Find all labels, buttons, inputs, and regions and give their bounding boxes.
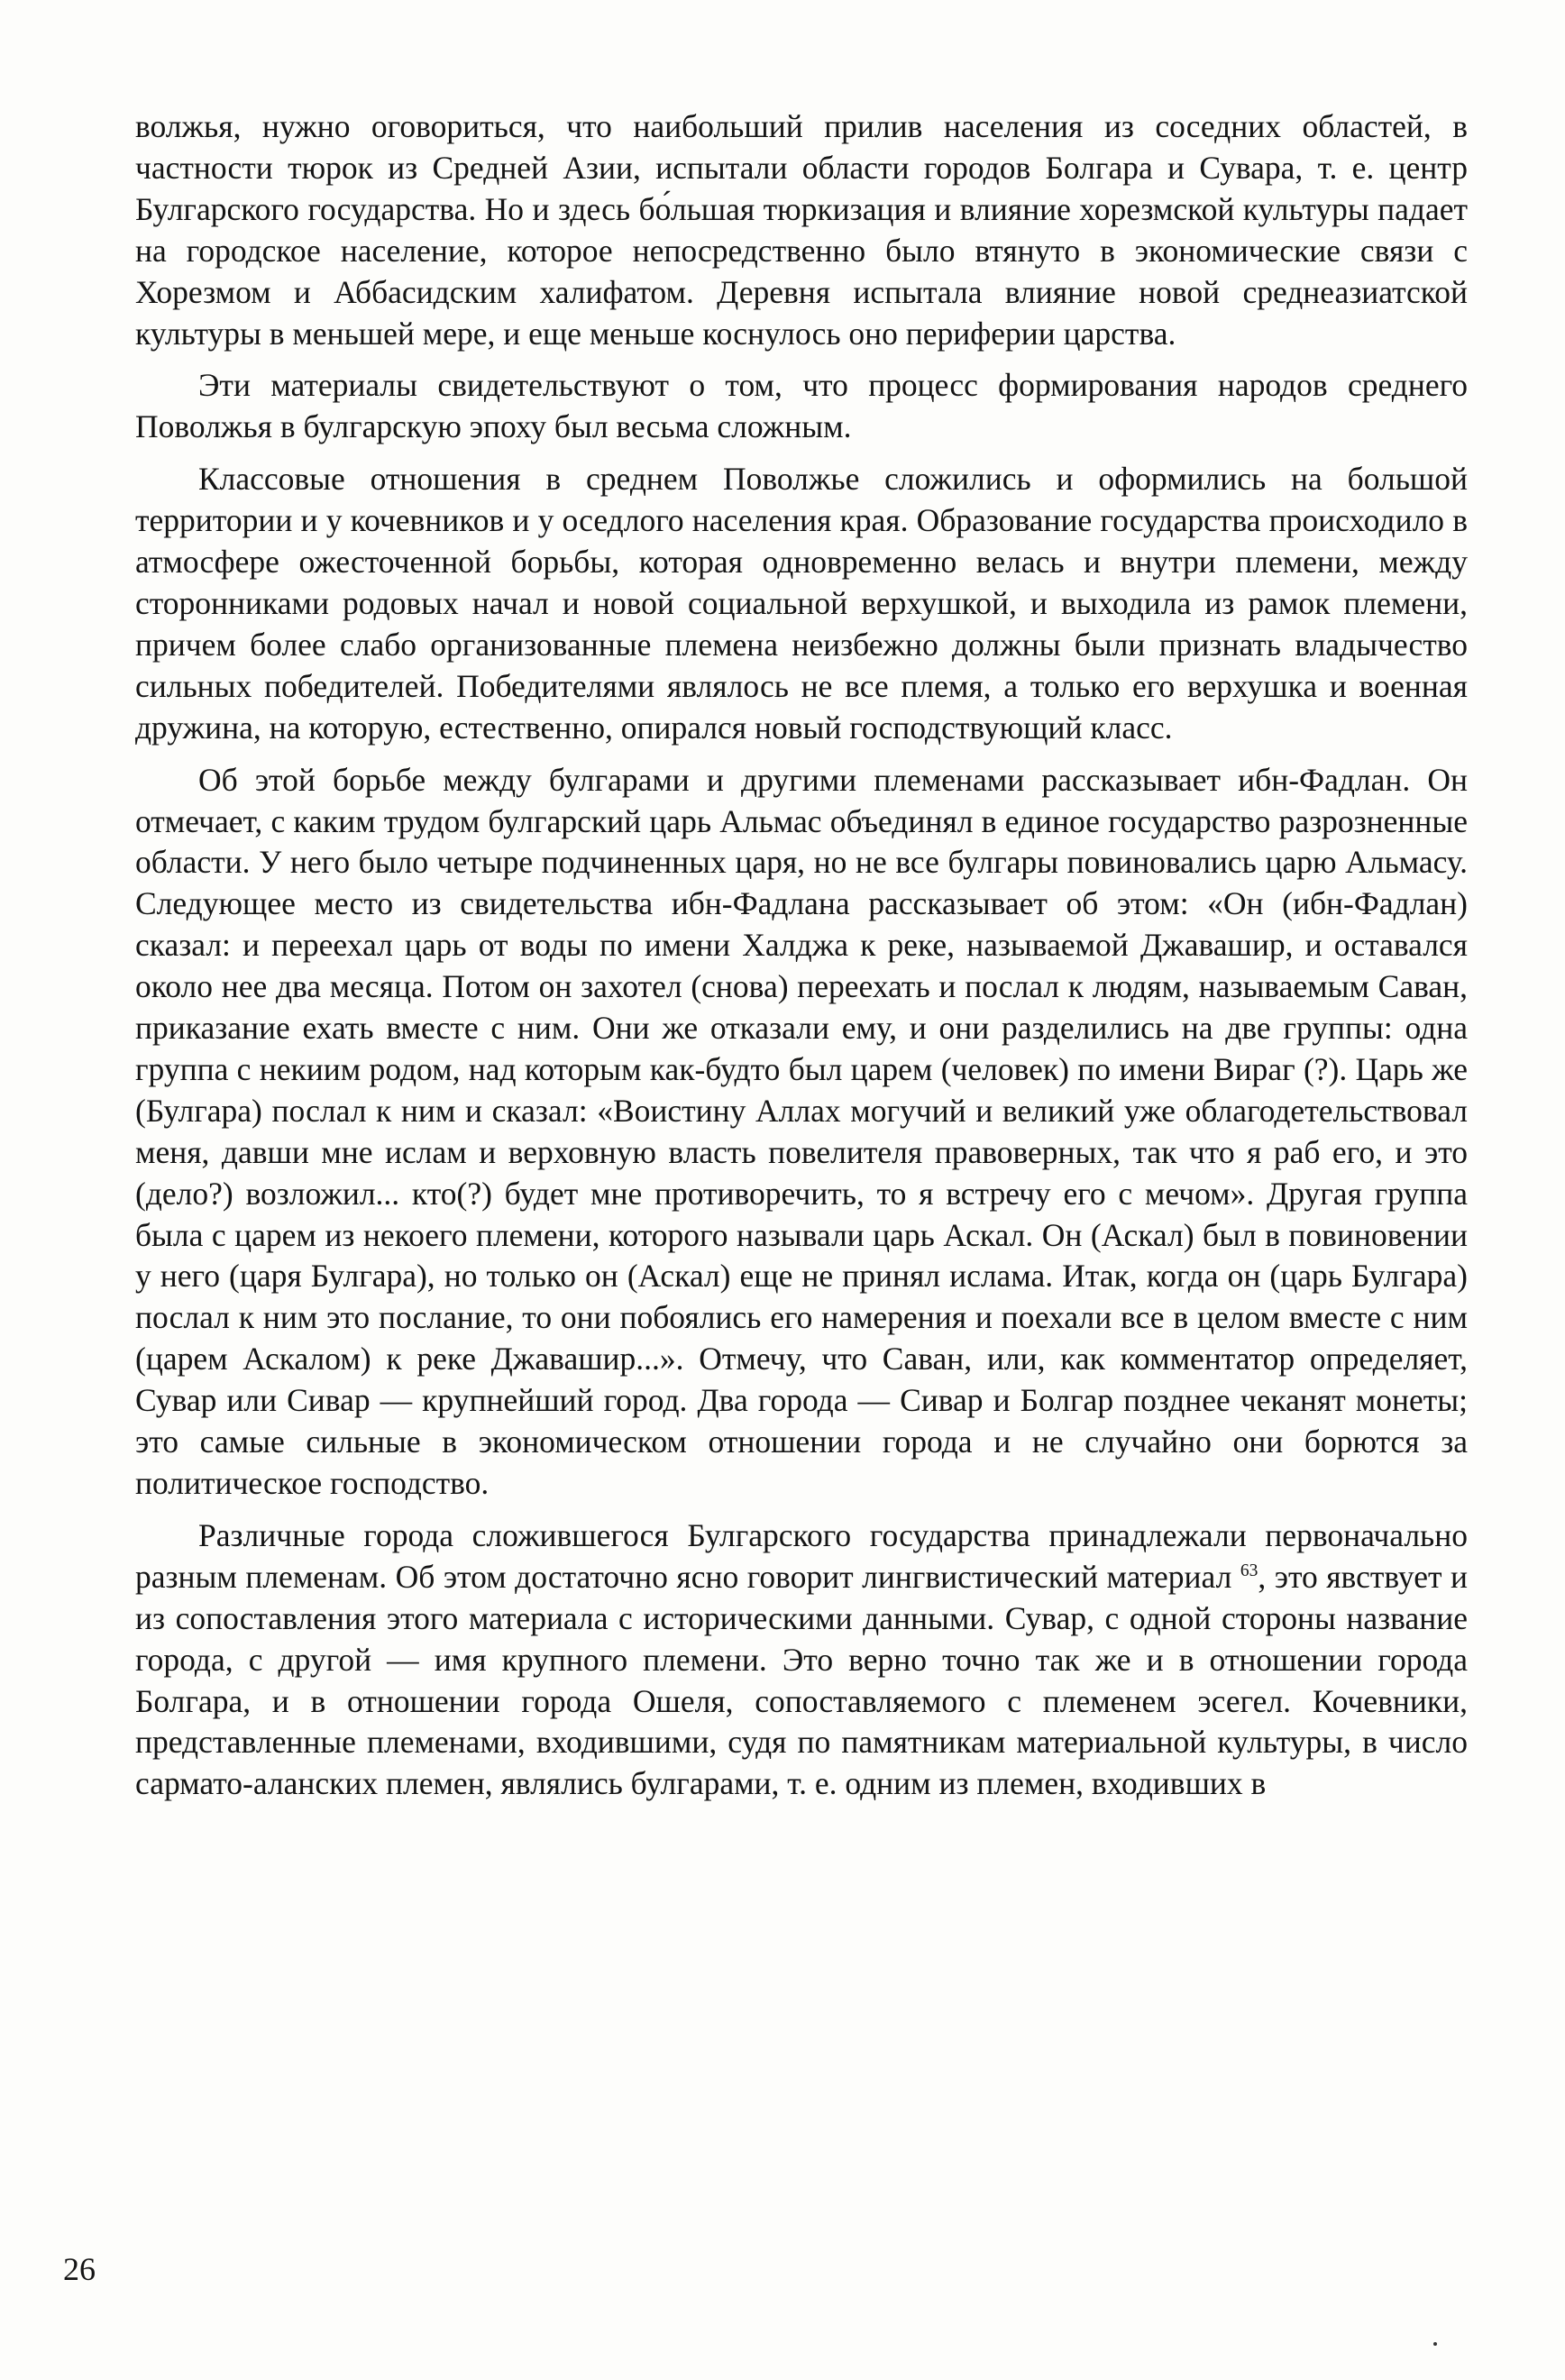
paragraph-5 bbox=[135, 1515, 1468, 1805]
paragraph-5-part-1: Различные города сложившегося Булгарского государства принадлежали первоначально разным племенам. Об этом достаточно ясно говорит лингвистический материал bbox=[135, 1516, 1468, 1595]
print-speck bbox=[1433, 2342, 1437, 2346]
paragraph-5-part-2: , это явствует и из сопоставления этого материала с историческими данными. Сувар, с одной стороны название города, с другой — имя крупного племени. Это верно точно так же и в отношении города Болгара, и в отношении города Ошеля, сопоставляемого с племенем эсегел. Кочевники, представленные племенами, входившими, судя по памятникам материальной культуры, в число сармато-аланских племен, являлись булгарами, т. е. одним из племен, входивших в bbox=[135, 1558, 1468, 1802]
page-number: 26 bbox=[63, 2251, 96, 2287]
body-text bbox=[135, 106, 1468, 1805]
footnote-marker: 63 bbox=[1240, 1561, 1258, 1580]
paragraph-3: Классовые отношения в среднем Поволжье сложились и оформились на большой территории и у кочевников и у оседлого населения края. Образование государства происходило в атмосфере ожесточенной борьбы, которая одновременно велась и внутри племени, между сторонниками родовых начал и новой социальной верхушкой, и выходила из рамок племени, причем более слабо организованные племена неизбежно должны были признать владычество сильных победителей. Победителями являлось не все племя, а только его верхушка и военная дружина, на которую, естественно, опирался новый господствующий класс. bbox=[135, 461, 1468, 746]
paragraph-2: Эти материалы свидетельствуют о том, что процесс формирования народов среднего Поволжья в булгарскую эпоху был весьма сложным. bbox=[135, 367, 1468, 445]
paragraph-4: Об этой борьбе между булгарами и другими племенами рассказывает ибн-Фадлан. Он отмечает, с каким трудом булгарский царь Альмас объединял в единое государство разрозненные области. У него было четыре подчиненных царя, но не все булгары повиновались царю Альмасу. Следующее место из свидетельства ибн-Фадлана рассказывает об этом: «Он (ибн-Фадлан) сказал: и переехал царь от воды по имени Халджа к реке, называемой Джавашир, и оставался около нее два месяца. Потом он захотел (снова) переехать и послал к людям, называемым Саван, приказание ехать вместе с ним. Они же отказали ему, и они разделились на две группы: одна группа с некиим родом, над которым как-будто был царем (человек) по имени Вираг (?). Царь же (Булгара) послал к ним и сказал: «Воистину Аллах могучий и великий уже облагодетельствовал меня, давши мне ислам и верховную власть повелителя правоверных, так что я раб его, и это (дело?) возложил... кто(?) будет мне противоречить, то я встречу его с мечом». Другая группа была с царем из некоего племени, которого называли царь Аскал. Он (Аскал) был в повиновении у него (царя Булгара), но только он (Аскал) еще не принял ислама. Итак, когда он (царь Булгара) послал к ним это послание, то они побоялись его намерения и поехали все в целом вместе с ним (царем Аскалом) к реке Джавашир...». Отмечу, что Саван, или, как комментатор определяет, Сувар или Сивар — крупнейший город. Два города — Сивар и Болгар позднее чеканят монеты; это самые сильные в экономическом отношении города и не случайно они борются за политическое господство. bbox=[135, 761, 1468, 1501]
paragraph-1: волжья, нужно оговориться, что наибольший прилив населения из соседних областей, в частности тюрок из Средней Азии, испытали области городов Болгара и Сувара, т. е. центр Булгарского государства. Но и здесь бо́льшая тюркизация и влияние хорезмской культуры падает на городское население, которое непосредственно было втянуто в экономические связи с Хорезмом и Аббасидским халифатом. Деревня испытала влияние новой среднеазиатской культуры в меньшей мере, и еще меньше коснулось оно периферии царства. bbox=[135, 108, 1468, 352]
